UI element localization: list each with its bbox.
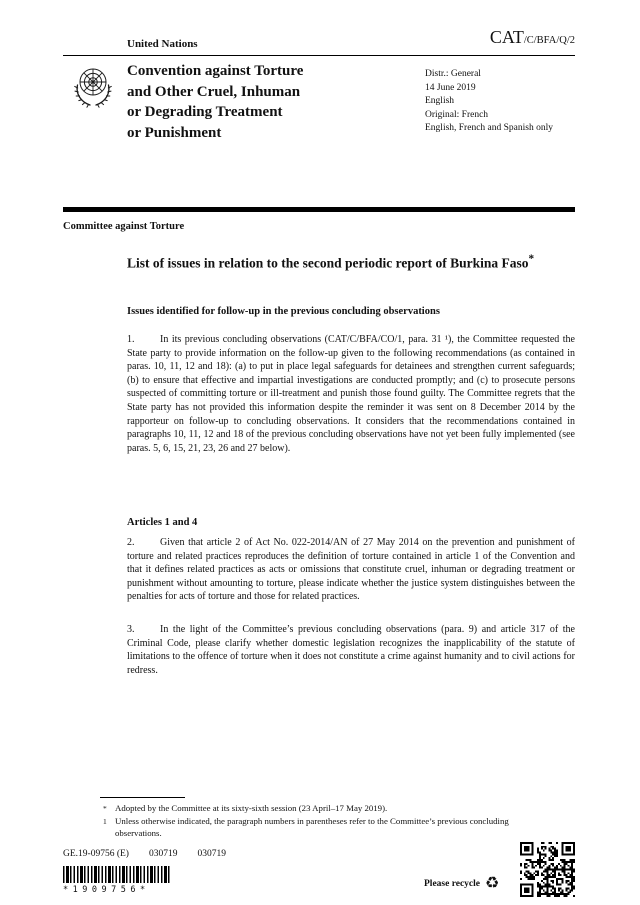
ge-date-2: 030719 [197,849,226,859]
footnote-1 [100,816,540,840]
org-name: United Nations [127,38,198,50]
document-symbol [490,27,575,48]
ge-number: GE.19-09756 (E) [63,849,129,859]
qr-code-icon [520,842,575,897]
un-emblem-icon [69,62,117,114]
document-reference-line [63,849,246,859]
footnote-1-text: Unless otherwise indicated, the paragraph numbers in parentheses refer to the Committee’s previous concluding observations. [115,815,509,838]
header-divider [63,55,575,56]
page-title [127,250,582,273]
page-title-text: List of issues in relation to the second periodic report of Burkina Faso [127,255,529,271]
masthead-title [127,61,303,143]
footnote-1-marker: 1 [103,816,107,826]
ge-date-1: 030719 [148,849,178,859]
barcode-text: *1909756* [63,885,150,895]
footnote-star-marker: * [103,804,107,813]
distribution-date: 14 June 2019 [425,82,476,93]
masthead-title-line: or Punishment [127,124,222,141]
recycle-note [424,876,499,892]
paragraph-2-number: 2. [127,537,135,548]
paragraph-1-number: 1. [127,334,135,345]
paragraph-2 [127,536,575,604]
paragraph-1-text: In its previous concluding observations (CAT/C/BFA/CO/1, para. 31 ¹), the Committee requested the State party to provide information on the follow-up given to the following recommendations (as contained in paras. 10, 11, 12 and 18): (a) to put in place legal safeguards for detainees and strengthen current safeguards; (b) to ensure that effective and impartial investigations are conducted promptly; and (c) to prosecute persons suspected of committing torture or ill-treatment and punish those found guilty. The Committee regrets that the State party has not provided this information despite the reminder it was sent on 8 December 2014 by the rapporteur on follow-up to concluding observations. It considers that the recommendations contained in paragraphs 10, 11, 12 and 18 of the previous concluding observations have not yet been fully implemented (see paras. 5, 6, 15, 21, 23, 26 and 27 below). [127,334,575,454]
committee-label: Committee against Torture [63,221,185,232]
paragraph-3 [127,623,575,677]
footnote-star [100,803,540,815]
distribution-languages-note: English, French and Spanish only [425,123,553,133]
footnotes [100,803,540,840]
masthead-title-line: Convention against Torture [127,63,304,79]
masthead-title-line: and Other Cruel, Inhuman [127,83,301,100]
recycle-label: Please recycle [424,879,480,889]
title-footnote-marker: * [528,253,535,265]
paragraph-3-number: 3. [127,624,135,635]
document-symbol-prefix: CAT [489,27,524,47]
masthead-title-line: or Degrading Treatment [127,104,283,120]
distribution-original: Original: French [425,109,489,120]
footnote-divider [100,797,185,798]
section-heading-followup: Issues identified for follow-up in the previous concluding observations [127,306,440,317]
distribution-block [425,68,553,136]
document-symbol-suffix: /C/BFA/Q/2 [523,35,575,46]
paragraph-3-text: In the light of the Committee’s previous concluding observations (para. 9) and article 317 of the Criminal Code, please clarify whether domestic legislation recognizes the inapplicability of the statute of limitations to the offence of torture when it does not constitute a crime against humanity and to civil actions for redress. [127,624,575,676]
section-heading-articles: Articles 1 and 4 [127,517,198,528]
distribution-language: English [425,96,455,106]
distribution-type: Distr.: General [425,69,481,79]
recycle-icon: ♻ [485,875,500,892]
footnote-star-text: Adopted by the Committee at its sixty-sixth session (23 April–17 May 2019). [115,803,388,813]
masthead-thick-rule [63,207,575,212]
barcode-icon [63,866,171,883]
paragraph-2-text: Given that article 2 of Act No. 022-2014/AN of 27 May 2014 on the prevention and punishment of torture and related practices reproduces the definition of torture contained in article 1 of the Convention and that it defines related practices as acts or omissions that constitute cruel, inhuman or degrading treatment or punishment without amounting to torture, please indicate whether the justice system distinguishes between the penalties for acts of torture and those for related practices. [127,537,575,603]
paragraph-1 [127,333,575,455]
